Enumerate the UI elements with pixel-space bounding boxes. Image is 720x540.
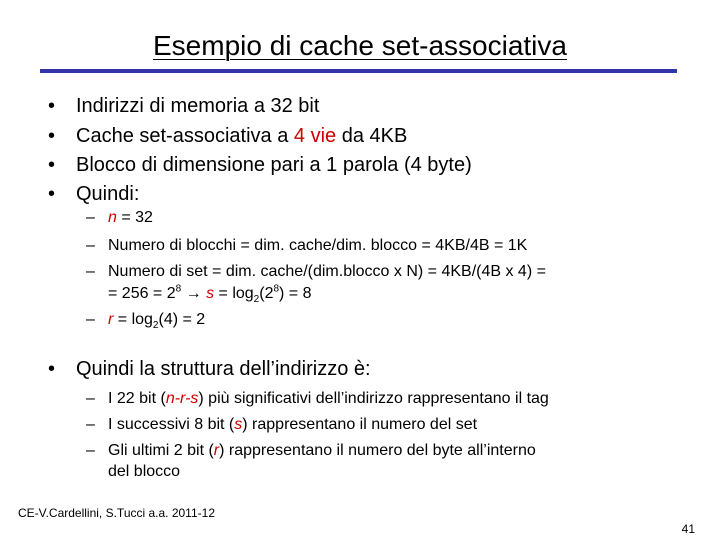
bullet-marker: • <box>48 154 56 176</box>
bullet-text: Blocco di dimensione pari a 1 parola (4 byte) <box>76 154 472 176</box>
bullet-marker: • <box>48 125 56 147</box>
title-rule <box>40 69 677 73</box>
sub-bullet-text: $r = \log_2(4) = 2$ <box>108 311 206 332</box>
footer-credit: CE-V.Cardellini, S.Tucci a.a. 2011-12 <box>18 506 215 520</box>
sub-bullet-text: n = 32 <box>108 209 153 226</box>
bullet-marker: • <box>48 95 56 117</box>
sub-bullet-text: Numero di blocchi = dim. cache/dim. blocco = 4KB/4B = 1K <box>108 237 528 254</box>
dash-marker: – <box>86 209 95 226</box>
bullet-text: Cache set-associativa a 4 vie da 4KB <box>76 125 408 147</box>
sub-bullet-text: Gli ultimi 2 bit (r) rappresentano il numero del byte all’interno <box>108 442 536 459</box>
sub-bullet-text: I successivi 8 bit (s) rappresentano il numero del set <box>108 416 478 433</box>
sub-bullet-text: del blocco <box>108 463 181 480</box>
sub-bullet-text: I 22 bit (n-r-s) più significativi dell’indirizzo rappresentano il tag <box>108 390 549 407</box>
dash-marker: – <box>86 311 95 328</box>
highlight-text: 4 vie <box>293 125 337 147</box>
page-number: 41 <box>681 522 695 536</box>
bullet-text: Quindi: <box>76 183 140 205</box>
dash-marker: – <box>86 442 95 459</box>
bullet-text: Indirizzi di memoria a 32 bit <box>76 95 320 117</box>
bullet-text: Quindi la struttura dell’indirizzo è: <box>76 358 371 380</box>
bullet-marker: • <box>48 358 56 380</box>
bullet-marker: • <box>48 183 56 205</box>
dash-marker: – <box>86 263 95 280</box>
dash-marker: – <box>86 237 95 254</box>
sub-bullet-text: = $256 = 2^8 \to s = \log_2(2^8) = 8$ <box>108 283 312 306</box>
sub-bullet-text: Numero di set = dim. cache/(dim.blocco x N) = 4KB/(4B x 4) = <box>108 263 546 280</box>
slide-title: Esempio di cache set-associativa <box>153 30 567 61</box>
dash-marker: – <box>86 416 95 433</box>
dash-marker: – <box>86 390 95 407</box>
